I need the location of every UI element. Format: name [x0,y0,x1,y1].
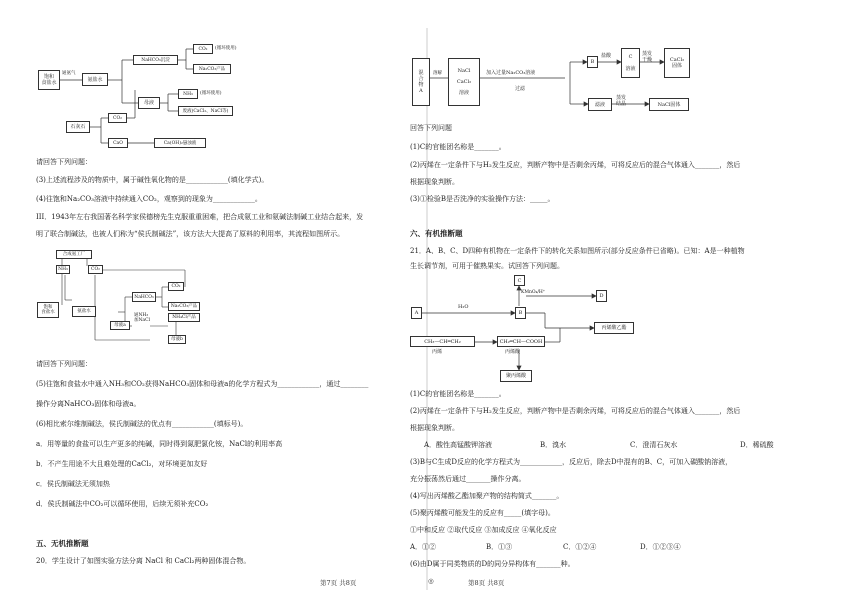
box-nh3-recycle: NH₃ [178,89,198,99]
box-caoh2: Ca(OH)₂悬浊液 [154,138,206,148]
box-nh4cl-product: NH₄Cl产品 [168,313,200,322]
r2-q5-option-c: C．①②④ [563,543,597,551]
footer-center-mark: ◎ [428,577,434,585]
r2-question-6: (6)由D属于同类物质的D的同分异构体有_______种。 [410,560,575,568]
box-co2: CO₂ [108,113,127,123]
box-mixture-a: 混 合 物 A [412,58,430,106]
label-c: C [628,54,633,60]
box-mother-liquor-a: 母液a [110,321,130,330]
label-propylene: 丙烯 [432,349,443,355]
r2-q2-option-a: A．酸性高锰酸钾溶液 [424,441,493,449]
label-evaporate-dry: 蒸发 干燥 [642,51,653,63]
r2-q2-option-b: B．溴水 [540,441,567,449]
section-6-title: 六、有机推断题 [410,229,463,238]
r2-question-1: (1)C的官能团名称是_______。 [410,390,506,398]
r2-q5-option-a: A．①② [410,543,437,551]
question-5-line1: (5)往饱和食盐水中通入NH₃和CO₂获得NaHCO₃固体和母液a的化学方程式为____________，通过________ [36,380,369,388]
label-add-nh3-nacl: 通NH₃ 加NaCl [134,313,151,323]
r2-question-5-items: ①中和反应 ②取代反应 ③加成反应 ④氧化反应 [410,526,557,534]
r-question-2-line2: 根据现象判断。 [410,178,459,186]
question-21-line1: 21．A、B、C、D四种有机物在一定条件下的转化关系如图所示(部分反应条件已省略)。已知：A是一种植物 [410,247,745,255]
option-a: a．用等量的食盐可以生产更多的纯碱，同时得到氮肥氯化铵，NaCl的利用率高 [36,440,283,448]
box-na2co3-product: Na₂CO₃产品 [193,64,231,74]
box-polyacrylic-acid: 聚丙烯酸 [500,370,532,382]
box-d: D [596,290,607,302]
r-q-intro: 回答下列问题 [410,124,452,132]
r2-q2-option-c: C．澄清石灰水 [630,441,678,449]
r-question-1: (1)C的官能团名称是_______。 [410,143,506,151]
box-mother-liquor: 母液 [138,97,160,109]
box-b-organic: B [515,307,526,319]
r2-question-2-line2: 根据现象判断。 [410,424,459,432]
question-21-line2: 生长调节剂，可用于催熟果实。试回答下列问题。 [410,262,564,270]
label-kmno4: KMnO₄/H⁺ [521,290,546,295]
r2-question-5: (5)聚丙烯酸可能发生的反应有_____(填字母)。 [410,509,555,517]
box-co2-recycle: CO₂ [193,44,213,54]
box-ammonia-plant: 合成氨工厂 [56,250,92,259]
box-na2co3-product-d2: Na₂CO₃产品 [168,302,200,311]
r2-question-3-line2: 充分振荡然后通过_______操作分离。 [410,475,526,483]
label-pass-ammonia: 通氨气 [62,71,76,76]
box-b: B [587,56,598,68]
question-4: (4)往饱和Na₂CO₃溶液中持续通入CO₂，观察到的现象为____________。 [36,195,262,203]
footer-left-page-number: 第7页 共8页 [320,579,357,587]
r2-question-2-line1: (2)丙烯在一定条件下与H₂发生反应，判断产物中是否剩余丙烯，可将反应后的混合气体通入_______，然后 [410,407,741,415]
question-20: 20．学生设计了如图实验方法分离 NaCl 和 CaCl₂两种固体混合物。 [36,557,251,565]
label-cacl2: CaCl₂ [456,79,472,85]
box-mother-liquor-b: 母液b [168,335,186,344]
label-nacl: NaCl [457,68,471,74]
box-ammoniated-brine: 氨盐水 [82,73,108,86]
label-nh3-recycle: (循环使用) [200,91,222,96]
option-c: c．侯氏制碱法无须加热 [36,480,110,488]
r2-q5-option-d: D．①②③④ [640,543,681,551]
r2-q2-option-d: D．稀硫酸 [740,441,774,449]
section3-line2: 明了联合制碱法，也被人们称为“侯氏制碱法”，该方法大大提高了原料的利用率，其流程如图所示。 [36,230,345,238]
box-nh3: NH₃ [56,265,70,274]
box-c-solution [621,48,640,78]
r2-question-3-line1: (3)B与C生成D反应的化学方程式为____________，反应后，除去D中混有的B、C，可加入碳酸钠溶液， [410,458,733,466]
box-propylene: CH₃—CH═CH₂ [410,336,475,347]
label-acrylic-acid: 丙烯酸 [505,349,521,355]
label-add-excess: 加入过量Na₂CO₃溶液 [486,70,536,76]
question-5-line2: 操作分离NaHCO₃固体和母液a。 [36,400,141,408]
option-b: b．不产生用途不大且难处理的CaCl₂，对环境更加友好 [36,460,208,468]
box-cacl2-solid: CaCl₂ 固体 [664,48,690,78]
box-saturated-brine-d2: 饱和 食盐水 [37,302,59,318]
box-limestone: 石灰石 [66,121,90,133]
label-dissolve: 溶解 [433,71,442,76]
label-evaporate-crystal: 蒸发 结晶 [616,95,627,107]
question-3: (3)上述流程涉及的物质中，属于碱性氧化物的是____________(填化学式)。 [36,176,269,184]
box-nacl-cacl2-solution [448,58,480,106]
box-c-organic: C [514,275,525,286]
box-co2-d2: CO₂ [88,265,103,274]
box-ethyl-acrylate: 丙烯酸乙酯 [594,322,634,334]
question-6: (6)相比索尔维制碱法，侯氏制碱法的优点有____________(填标号)。 [36,420,248,428]
r-question-2-line1: (2)丙烯在一定条件下与H₂发生反应，判断产物中是否剩余丙烯，可将反应后的混合气体通入_______，然后 [410,161,741,169]
box-co2-right: CO₂ [168,282,184,291]
option-d: d．侯氏制碱法中CO₂可以循环使用，后续无须补充CO₂ [36,500,209,508]
section-5-title: 五、无机推断题 [36,539,89,548]
label-solution: 溶液 [458,90,469,96]
box-saturated-brine: 饱和 食盐水 [38,70,60,90]
r2-question-4: (4)写出丙烯酸乙酯加聚产物的结构简式_______。 [410,492,564,500]
r-question-3: (3)①检验B是否洗净的实验操作方法：_____。 [410,195,555,203]
label-filter: 过滤 [515,86,526,92]
label-co2-recycle: (循环使用) [215,46,237,51]
box-nahco3-precipitate: NaHCO₃沉淀 [133,55,178,65]
footer-right-page-number: 第8页 共8页 [468,579,505,587]
r2-q5-option-b: B．①③ [486,543,513,551]
section3-line1: III．1943年左右我国著名科学家侯德榜先生克服重重困难，把合成氨工业和氨碱法制碱工业结合起来，发 [36,213,364,221]
box-nahco3-d2: NaHCO₃ [132,292,156,302]
label-hcl: 盐酸 [601,53,612,59]
q-intro: 请回答下列问题： [36,158,92,166]
box-waste-liquid: 废液(CaCl₂、NaCl等) [178,106,233,116]
label-c-solution: 溶液 [625,66,636,72]
box-nacl-solid: NaCl固体 [649,98,689,111]
box-a: A [411,307,422,319]
box-acrylic-acid: CH₂═CH—COOH [497,336,545,347]
box-filtrate: 滤液 [588,98,612,111]
box-cao: CaO [108,138,128,148]
box-ammoniated-brine-d2: 氨盐水 [72,306,96,317]
q-intro-2: 请回答下列问题： [36,360,92,368]
label-h2o: H₂O [458,304,469,310]
